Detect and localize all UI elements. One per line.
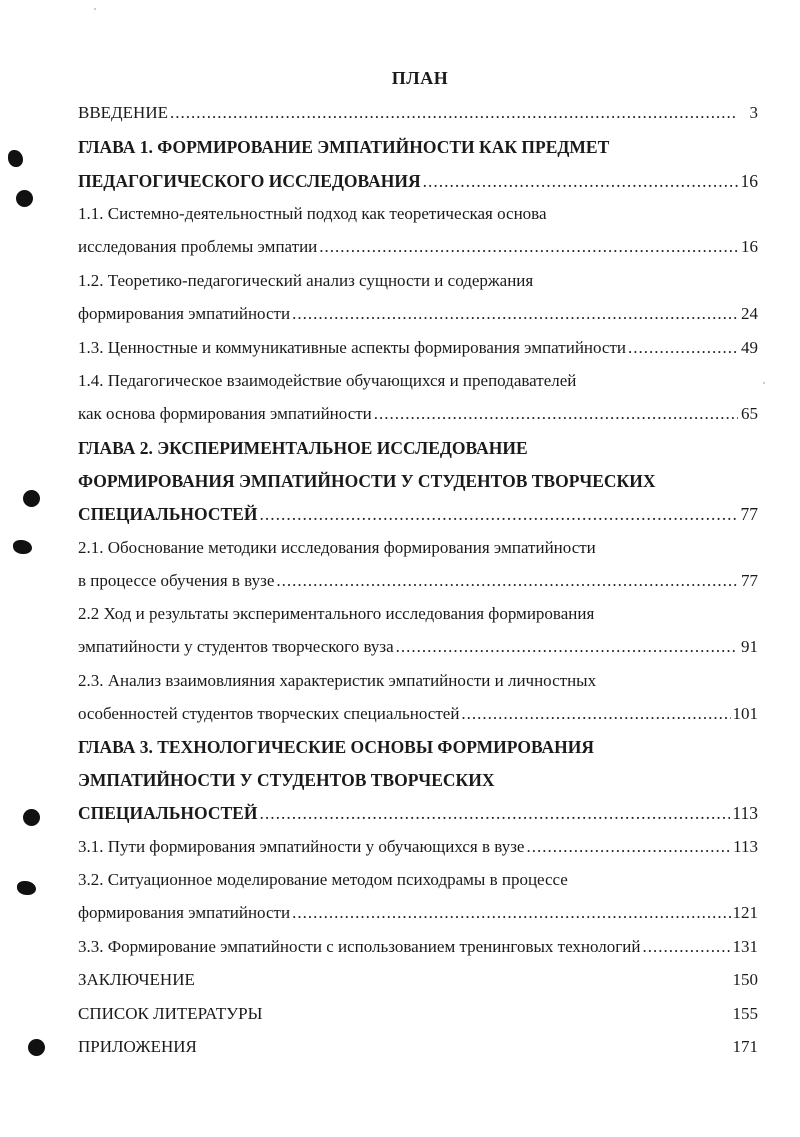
scan-speck xyxy=(763,382,765,384)
toc-entry-title: в процессе обучения в вузе xyxy=(78,571,275,590)
toc-entry-title: 2.1. Обоснование методики исследования формирования эмпатийности xyxy=(78,538,596,557)
toc-leader-dots xyxy=(396,634,738,660)
toc-entry-title: 1.4. Педагогическое взаимодействие обучающихся и преподавателей xyxy=(78,371,577,390)
toc-entry xyxy=(78,268,758,294)
toc-leader-dots xyxy=(374,401,738,427)
toc-entry xyxy=(78,800,758,826)
toc-entry xyxy=(78,934,758,960)
toc-page-number: 77 xyxy=(740,504,758,524)
toc-leader-dots xyxy=(259,501,738,527)
toc-page-number: 113 xyxy=(732,803,758,823)
toc-entry-title: ФОРМИРОВАНИЯ ЭМПАТИЙНОСТИ У СТУДЕНТОВ ТВОРЧЕСКИХ xyxy=(78,471,656,491)
toc-entry-title: формирования эмпатийности xyxy=(78,304,291,323)
scan-blot xyxy=(13,540,32,554)
toc-page-number: 24 xyxy=(741,304,758,323)
toc-entry-title: ГЛАВА 2. ЭКСПЕРИМЕНТАЛЬНОЕ ИССЛЕДОВАНИЕ xyxy=(78,438,528,458)
toc-entry xyxy=(78,634,758,660)
toc-entry-title: СПЕЦИАЛЬНОСТЕЙ xyxy=(78,504,258,524)
toc-page-number: 49 xyxy=(741,338,758,357)
toc-entry xyxy=(78,168,758,194)
toc-entry-title: 1.2. Теоретико-педагогический анализ сущности и содержания xyxy=(78,271,534,290)
toc-entry xyxy=(78,734,758,760)
toc-entry-title: формирования эмпатийности xyxy=(78,903,291,922)
toc-entry-title: 1.3. Ценностные и коммуникативные аспекты формирования эмпатийности xyxy=(78,338,627,357)
toc-entry-title: ЭМПАТИЙНОСТИ У СТУДЕНТОВ ТВОРЧЕСКИХ xyxy=(78,770,495,790)
toc-leader-dots xyxy=(642,934,730,960)
toc-leader-dots xyxy=(292,301,738,327)
toc-entry xyxy=(78,134,758,160)
toc-entry xyxy=(78,335,758,361)
toc-entry xyxy=(78,368,758,394)
toc-entry-title: 1.1. Системно-деятельностный подход как теоретическая основа xyxy=(78,204,547,223)
toc-entry xyxy=(78,201,758,227)
toc-page-number: 3 xyxy=(749,103,758,122)
toc-entry xyxy=(78,100,758,126)
toc-entry xyxy=(78,867,758,893)
toc-entry-title: исследования проблемы эмпатии xyxy=(78,237,318,256)
toc-leader-dots xyxy=(423,168,738,194)
toc-entry-title: ВВЕДЕНИЕ xyxy=(78,103,168,122)
toc-page-number: 65 xyxy=(741,404,758,423)
toc-entry-title: 2.2 Ход и результаты экспериментального исследования формирования xyxy=(78,604,595,623)
scan-speck xyxy=(94,8,96,10)
toc-entry-title: СПИСОК ЛИТЕРАТУРЫ xyxy=(78,1004,263,1023)
toc-page-number: 16 xyxy=(740,171,758,191)
toc-entry-title: эмпатийности у студентов творческого вуза xyxy=(78,637,394,656)
toc-entry xyxy=(78,501,758,527)
punch-hole xyxy=(28,1039,45,1056)
toc-entry xyxy=(78,535,758,561)
toc-page-number: 16 xyxy=(741,237,758,256)
toc-entry xyxy=(78,234,758,260)
toc-entry-title: 2.3. Анализ взаимовлияния характеристик эмпатийности и личностных xyxy=(78,671,597,690)
toc-leader-dots xyxy=(170,100,738,126)
toc-page-number: 155 xyxy=(732,1004,758,1023)
toc-page-number: 113 xyxy=(733,837,758,856)
toc-leader-dots xyxy=(319,234,738,260)
toc-entry xyxy=(78,967,758,993)
toc-entry xyxy=(78,468,758,494)
toc-page-number: 91 xyxy=(741,637,758,656)
toc-leader-dots xyxy=(276,568,738,594)
punch-hole xyxy=(16,190,33,207)
toc-entry xyxy=(78,834,758,860)
toc-entry xyxy=(78,401,758,427)
toc-entry xyxy=(78,301,758,327)
punch-hole xyxy=(23,490,40,507)
toc-leader-dots xyxy=(259,800,730,826)
toc-page-number: 121 xyxy=(732,903,758,922)
toc-leader-dots xyxy=(461,701,730,727)
toc-entry xyxy=(78,701,758,727)
toc-entry xyxy=(78,767,758,793)
toc-leader-dots xyxy=(292,900,730,926)
toc-entry-title: ПРИЛОЖЕНИЯ xyxy=(78,1037,197,1056)
toc-entry xyxy=(78,668,758,694)
toc-entry-title: 3.2. Ситуационное моделирование методом психодрамы в процессе xyxy=(78,870,568,889)
toc-entry-title: ГЛАВА 1. ФОРМИРОВАНИЕ ЭМПАТИЙНОСТИ КАК ПРЕДМЕТ xyxy=(78,137,610,157)
toc-entry-title: ГЛАВА 3. ТЕХНОЛОГИЧЕСКИЕ ОСНОВЫ ФОРМИРОВАНИЯ xyxy=(78,737,595,757)
toc-entry xyxy=(78,1034,758,1060)
toc-entry-title: как основа формирования эмпатийности xyxy=(78,404,372,423)
page-title: ПЛАН xyxy=(391,68,449,88)
toc-entry xyxy=(78,1001,758,1027)
toc-entry xyxy=(78,601,758,627)
toc-entry xyxy=(78,900,758,926)
toc-leader-dots xyxy=(526,834,731,860)
toc-entry-title: 3.1. Пути формирования эмпатийности у обучающихся в вузе xyxy=(78,837,525,856)
scan-blot xyxy=(17,881,36,895)
punch-hole xyxy=(23,809,40,826)
toc-leader-dots xyxy=(628,335,738,361)
toc-entry xyxy=(78,568,758,594)
toc-page-number: 77 xyxy=(741,571,758,590)
toc-entry-title: особенностей студентов творческих специальностей xyxy=(78,704,460,723)
toc-page-number: 101 xyxy=(732,704,758,723)
toc-entry-title: СПЕЦИАЛЬНОСТЕЙ xyxy=(78,803,258,823)
toc-page-number: 150 xyxy=(732,970,758,989)
toc-entry-title: ЗАКЛЮЧЕНИЕ xyxy=(78,970,195,989)
toc-entry-title: 3.3. Формирование эмпатийности с использованием тренинговых технологий xyxy=(78,937,641,956)
toc-page-number: 171 xyxy=(732,1037,758,1056)
toc-page-number: 131 xyxy=(732,937,758,956)
toc-entry-title: ПЕДАГОГИЧЕСКОГО ИССЛЕДОВАНИЯ xyxy=(78,171,421,191)
toc-entry xyxy=(78,435,758,461)
scan-blot xyxy=(8,150,23,167)
